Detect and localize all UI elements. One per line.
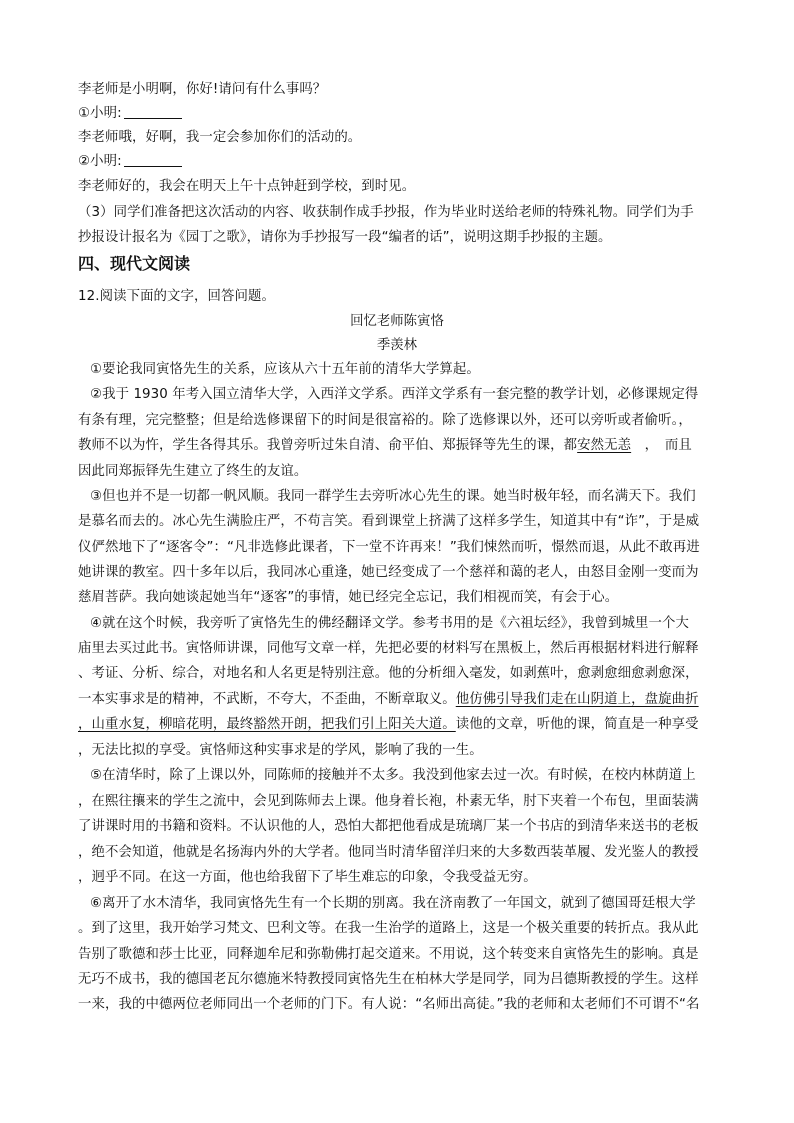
paragraph-line: ，在熙往攘来的学生之流中，会见到陈师去上课。他身着长袍，朴素无华，肘下夹着一个布包，里面装满 [78,794,699,809]
underlined-phrase: 安然无恙 [577,438,632,453]
paragraph-line: 告别了歌德和莎士比亚，同释迦牟尼和弥勒佛打起交道来。不用说，这个转变来自寅恪先生的影响。真是 [78,947,699,962]
paragraph-line: 是慕名而去的。冰心先生满脸庄严，不苟言笑。看到课堂上挤满了这样多学生，知道其中有“诈”，于是威 [78,514,700,529]
paragraph-line: 因此同郑振铎先生建立了终生的友谊。 [78,464,308,479]
paragraph-line [78,715,699,735]
speaker-label: ②小明: [78,154,122,169]
paragraph-line: 庙里去买过此书。寅恪师讲课，同他写文章一样，先把必要的材料写在黑板上，然后再根据材料进行解释 [78,641,699,656]
text-span: 读他的文章，听他的课，简直是一种享受 [455,717,699,732]
paragraph-line: ，绝不会知道，他就是名扬海内外的大学者。他同当时清华留洋归来的大多数西装革履、发光鉴人的教授 [78,845,699,860]
paragraph-line: 慈眉菩萨。我向她谈起她当年“逐客”的事情，她已经完全忘记，我们相视而笑，有会于心。 [78,590,619,605]
speaker-label: ①小明: [78,106,122,121]
section-heading: 四、现代文阅读 [78,254,191,273]
dialogue-line: 李老师是小明啊，你好!请问有什么事吗？ [78,82,327,97]
dialogue-line: 李老师好的，我会在明天上午十点钟赶到学校，到时见。 [78,179,416,194]
paragraph-line: 一来，我的中德两位老师同出一个老师的门下。有人说：“名师出高徒。”我的老师和太老师们不可谓不“名 [78,997,700,1012]
answer-blank[interactable] [124,152,182,167]
paragraph-line [78,690,699,710]
paragraph-line [78,436,692,456]
answer-blank[interactable] [124,104,182,119]
text-span: 一本实事求是的精神，不武断，不夸大，不歪曲，不断章取义。 [78,692,456,707]
article-author: 季羡林 [376,338,418,353]
underlined-sentence: 他仿佛引导我们走在山阴道上，盘旋曲折 [455,692,699,707]
text-span: 教师不以为忤，学生各得其乐。我曾旁听过朱自清、俞平伯、郑振铎等先生的课，都 [78,438,578,453]
paragraph-line: ④就在这个时候，我旁听了寅恪先生的佛经翻译文学。参考书用的是《六祖坛经》，我曾到城里一个大 [90,616,689,631]
paragraph-line: 仪俨然地下了“逐客令”：“凡非选修此课者，下一堂不许再来！”我们悚然而听，憬然而退，从此不敢再进 [78,540,700,555]
paragraph-line: ⑥离开了水木清华，我同寅恪先生有一个长期的别离。我在济南教了一年国文，就到了德国哥廷根大学 [90,896,696,911]
paragraph-line: ，无法比拟的享受。寅恪师这种实事求是的学风，影响了我的一生。 [78,743,483,758]
paragraph-line: ⑤在清华时，除了上课以外，同陈师的接触并不太多。我没到他家去过一次。有时候，在校内林荫道上 [90,768,696,783]
underlined-sentence: ，山重水复，柳暗花明，最终豁然开朗，把我们引上阳关大道。 [78,717,456,732]
paragraph-line: 、考证、分析、综合，对地名和人名更是特别注意。他的分析细入毫发，如剥蕉叶，愈剥愈细愈剥愈深， [78,666,699,681]
paragraph-line: 有条有理，完完整整；但是给选修课留下的时间是很富裕的。除了选修课以外，还可以旁听或者偷听。， [78,413,692,428]
article-title: 回忆老师陈寅恪 [350,314,444,329]
dialogue-line [78,152,182,172]
paragraph-line: 无巧不成书，我的德国老瓦尔德施米特教授同寅恪先生在柏林大学是同学，同为吕德斯教授的学生。这样 [78,972,699,987]
paragraph-line: 她讲课的教室。四十多年以后，我同冰心重逢，她已经变成了一个慈祥和蔼的老人，由怒目金刚一变而为 [78,565,699,580]
dialogue-line: 李老师哦，好啊，我一定会参加你们的活动的。 [78,130,362,145]
paragraph-line: ②我于 1930 年考入国立清华大学，入西洋文学系。西洋文学系有一套完整的教学计划，必修课规定得 [90,387,699,402]
text-span: ， 而且 [631,438,692,453]
paragraph-line: ，迥乎不同。在这一方面，他也给我留下了毕生难忘的印象，令我受益无穷。 [78,870,537,885]
paragraph-line: 。到了这里，我开始学习梵文、巴利文等。在我一生治学的道路上，这是一个极关重要的转折点。我从此 [78,921,699,936]
question-intro: 12.阅读下面的文字，回答问题。 [78,289,275,304]
question-text: （3）同学们准备把这次活动的内容、收获制作成手抄报，作为毕业时送给老师的特殊礼物。同学们为手 [78,205,694,220]
paragraph-line: 了讲课时用的书籍和资料。不认识他的人，恐怕大都把他看成是琉璃厂某一个书店的到清华来送书的老板 [78,819,699,834]
question-text: 抄报设计报名为《园丁之歌》，请你为手抄报写一段“编者的话”，说明这期手抄报的主题。 [78,230,612,245]
paragraph-line: ①要论我同寅恪先生的关系，应该从六十五年前的清华大学算起。 [90,362,480,377]
dialogue-line [78,104,182,124]
paragraph-line: ③但也并不是一切都一帆风顺。我同一群学生去旁听冰心先生的课。她当时极年轻，而名满天下。我们 [90,489,696,504]
